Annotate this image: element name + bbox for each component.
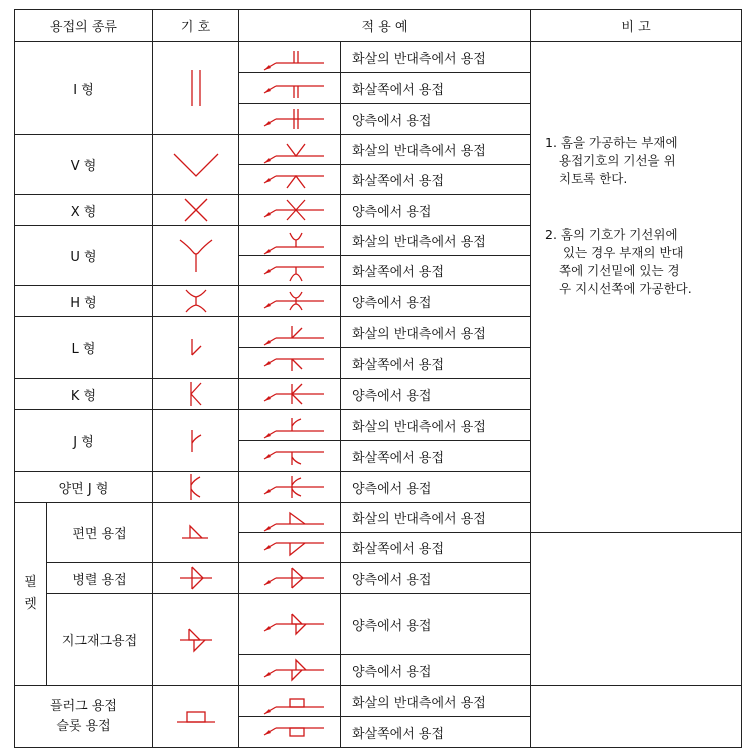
type-u: U 형	[15, 226, 153, 286]
symbol-fillet-zigzag	[153, 594, 239, 686]
type-x: X 형	[15, 195, 153, 226]
header-type: 용접의 종류	[15, 10, 153, 42]
l-groove-icon	[181, 333, 211, 363]
example-text: 양측에서 용접	[341, 472, 531, 503]
example-text: 화살의 반대측에서 용접	[341, 503, 531, 533]
type-fillet-plain: 편면 용접	[47, 503, 153, 563]
table-row	[15, 563, 742, 594]
weld-example-l-arrow-side-icon	[250, 349, 330, 377]
note-2-line-4: 우 지시선쪽에 가공한다.	[559, 281, 692, 296]
example-text: 화살쪽에서 용접	[341, 533, 531, 563]
example-text: 양측에서 용접	[341, 594, 531, 655]
weld-example-i-both-sides-icon	[250, 105, 330, 133]
weld-example-u-arrow-side-icon	[250, 257, 330, 285]
header-example: 적 용 예	[239, 10, 531, 42]
weld-example-k-both-sides-icon	[250, 380, 330, 408]
type-k: K 형	[15, 379, 153, 410]
example-text: 양측에서 용접	[341, 379, 531, 410]
note-2	[531, 188, 741, 298]
type-fillet-zigzag: 지그재그용접	[47, 594, 153, 686]
fillet-plain-icon	[176, 518, 216, 548]
symbol-i	[153, 42, 239, 135]
fillet-char-2: 렛	[24, 597, 37, 612]
weld-example-u-other-side-icon	[250, 227, 330, 255]
example-text: 화살의 반대측에서 용접	[341, 410, 531, 441]
weld-example-fillet-parallel-icon	[250, 564, 330, 592]
fillet-parallel-icon	[176, 564, 216, 592]
example-drawing	[239, 42, 341, 73]
weld-example-h-both-sides-icon	[250, 287, 330, 315]
symbol-plug-slot	[153, 686, 239, 748]
example-text: 양측에서 용접	[341, 104, 531, 135]
symbol-l	[153, 317, 239, 379]
note-1-line-1: 1. 홈을 가공하는 부재에	[545, 135, 678, 150]
example-drawing	[239, 410, 341, 441]
weld-example-x-both-sides-icon	[250, 196, 330, 224]
example-drawing	[239, 135, 341, 165]
x-groove-icon	[181, 197, 211, 223]
weld-example-j-arrow-side-icon	[250, 442, 330, 470]
symbol-h	[153, 286, 239, 317]
note-2-line-1: 2. 홈의 기호가 기선위에	[545, 227, 678, 242]
example-drawing	[239, 348, 341, 379]
table-row	[15, 686, 742, 717]
note-1-line-3: 치토록 한다.	[559, 171, 628, 186]
example-drawing	[239, 73, 341, 104]
example-drawing	[239, 317, 341, 348]
symbol-x	[153, 195, 239, 226]
weld-example-double-j-both-sides-icon	[250, 473, 330, 501]
type-h: H 형	[15, 286, 153, 317]
weld-example-fillet-arrow-side-icon	[250, 534, 330, 562]
example-text: 양측에서 용접	[341, 195, 531, 226]
type-fillet-group	[15, 503, 47, 686]
example-drawing	[239, 563, 341, 594]
type-fillet-parallel: 병렬 용접	[47, 563, 153, 594]
remark-empty	[531, 686, 742, 748]
example-drawing	[239, 195, 341, 226]
header-row	[15, 10, 742, 42]
symbol-k	[153, 379, 239, 410]
symbol-v	[153, 135, 239, 195]
example-text: 화살쪽에서 용접	[341, 256, 531, 286]
welding-symbol-table	[14, 9, 742, 748]
example-drawing	[239, 379, 341, 410]
type-j: J 형	[15, 410, 153, 472]
symbol-u	[153, 226, 239, 286]
example-text: 화살의 반대측에서 용접	[341, 686, 531, 717]
header-remark: 비 고	[531, 10, 742, 42]
symbol-double-j	[153, 472, 239, 503]
example-text: 화살쪽에서 용접	[341, 441, 531, 472]
note-1	[531, 42, 741, 188]
example-drawing	[239, 533, 341, 563]
example-text: 양측에서 용접	[341, 286, 531, 317]
example-drawing	[239, 286, 341, 317]
weld-example-fillet-zigzag-1-icon	[250, 610, 330, 638]
weld-example-fillet-zigzag-2-icon	[250, 656, 330, 684]
example-drawing	[239, 256, 341, 286]
double-j-groove-icon	[181, 472, 211, 502]
h-groove-icon	[181, 287, 211, 315]
note-2-line-3: 쪽에 기선밑에 있는 경	[559, 263, 680, 278]
example-drawing	[239, 165, 341, 195]
k-groove-icon	[181, 379, 211, 409]
type-i: I 형	[15, 42, 153, 135]
example-drawing	[239, 441, 341, 472]
example-text: 화살쪽에서 용접	[341, 165, 531, 195]
weld-example-i-other-side-icon	[250, 43, 330, 71]
header-symbol: 기 호	[153, 10, 239, 42]
table-row	[15, 594, 742, 655]
example-drawing	[239, 104, 341, 135]
example-drawing	[239, 594, 341, 655]
fillet-char-1: 필	[24, 575, 37, 590]
type-l: L 형	[15, 317, 153, 379]
weld-example-i-arrow-side-icon	[250, 74, 330, 102]
example-text: 화살쪽에서 용접	[341, 73, 531, 104]
example-text: 양측에서 용접	[341, 655, 531, 686]
example-drawing	[239, 686, 341, 717]
symbol-fillet-parallel	[153, 563, 239, 594]
type-plug: 플러그 용접	[50, 698, 117, 714]
note-1-line-2: 용접기호의 기선을 위	[559, 153, 676, 168]
example-drawing	[239, 226, 341, 256]
i-groove-icon	[181, 68, 211, 108]
table-row	[15, 42, 742, 73]
remark-notes	[531, 42, 742, 533]
type-plug-slot	[15, 686, 153, 748]
fillet-zigzag-icon	[176, 623, 216, 657]
plug-slot-icon	[173, 705, 219, 729]
symbol-j	[153, 410, 239, 472]
example-text: 화살의 반대측에서 용접	[341, 42, 531, 73]
example-text: 화살쪽에서 용접	[341, 348, 531, 379]
example-drawing	[239, 717, 341, 748]
weld-example-plug-other-side-icon	[250, 687, 330, 715]
type-slot: 슬롯 용접	[56, 718, 111, 734]
type-v: V 형	[15, 135, 153, 195]
example-drawing	[239, 503, 341, 533]
note-2-line-2: 있는 경우 부재의 반대	[563, 245, 684, 260]
weld-example-plug-arrow-side-icon	[250, 718, 330, 746]
example-drawing	[239, 655, 341, 686]
example-drawing	[239, 472, 341, 503]
example-text: 양측에서 용접	[341, 563, 531, 594]
weld-example-l-other-side-icon	[250, 318, 330, 346]
weld-example-v-other-side-icon	[250, 136, 330, 164]
example-text: 화살쪽에서 용접	[341, 717, 531, 748]
u-groove-icon	[176, 236, 216, 276]
weld-example-v-arrow-side-icon	[250, 166, 330, 194]
j-groove-icon	[181, 426, 211, 456]
symbol-fillet-plain	[153, 503, 239, 563]
v-groove-icon	[171, 148, 221, 182]
example-text: 화살의 반대측에서 용접	[341, 226, 531, 256]
weld-example-fillet-other-side-icon	[250, 504, 330, 532]
example-text: 화살의 반대측에서 용접	[341, 135, 531, 165]
type-double-j: 양면 J 형	[15, 472, 153, 503]
example-text: 화살의 반대측에서 용접	[341, 317, 531, 348]
weld-example-j-other-side-icon	[250, 411, 330, 439]
